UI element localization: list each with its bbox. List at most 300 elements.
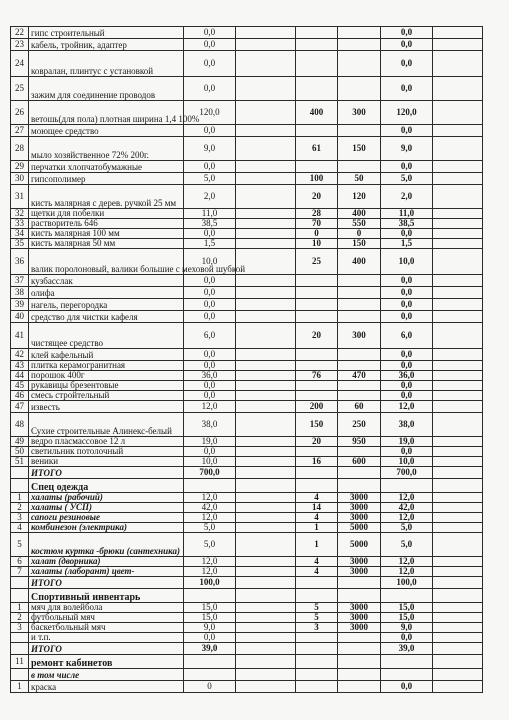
table-row (11, 249, 483, 275)
extra-cell (433, 51, 483, 77)
blank-cell (236, 589, 296, 603)
total-value: 15,0 (381, 613, 433, 623)
extra-cell (433, 361, 483, 371)
item-name: растворитель 646 (29, 219, 184, 229)
table-row (11, 173, 483, 185)
row-number: 35 (11, 239, 29, 249)
price-value (338, 161, 381, 173)
table-row (11, 27, 483, 39)
quantity-value (296, 287, 338, 299)
extra-cell (433, 467, 483, 479)
total-value (381, 669, 433, 681)
price-value (338, 589, 381, 603)
extra-cell (433, 513, 483, 523)
table-row (11, 523, 483, 533)
blank-cell (236, 401, 296, 413)
quantity-value: 16 (296, 457, 338, 467)
blank-cell (236, 681, 296, 693)
blank-cell (236, 229, 296, 239)
item-name: Спец одежда (29, 479, 184, 493)
item-name: рукавицы брезентовые (29, 381, 184, 391)
price-value: 470 (338, 371, 381, 381)
row-number: 1 (11, 681, 29, 693)
extra-cell (433, 577, 483, 589)
blank-cell (236, 447, 296, 457)
price-value (338, 381, 381, 391)
quantity-value (296, 361, 338, 371)
price-value: 3000 (338, 567, 381, 577)
amount-value: 12,0 (184, 567, 236, 577)
blank-cell (236, 173, 296, 185)
quantity-value (296, 655, 338, 669)
total-value (381, 589, 433, 603)
amount-value (184, 479, 236, 493)
table-row (11, 323, 483, 349)
total-value: 0,0 (381, 51, 433, 77)
total-value: 0,0 (381, 27, 433, 39)
table-row (11, 137, 483, 161)
total-value: 6,0 (381, 323, 433, 349)
blank-cell (236, 479, 296, 493)
quantity-value: 400 (296, 101, 338, 125)
extra-cell (433, 623, 483, 633)
price-value: 3000 (338, 557, 381, 567)
table-row (11, 391, 483, 401)
item-name: ИТОГО (29, 467, 184, 479)
price-value (338, 655, 381, 669)
item-name: ИТОГО (29, 643, 184, 655)
blank-cell (236, 623, 296, 633)
blank-cell (236, 413, 296, 437)
extra-cell (433, 567, 483, 577)
blank-cell (236, 567, 296, 577)
extra-cell (433, 249, 483, 275)
quantity-value (296, 589, 338, 603)
extra-cell (433, 209, 483, 219)
total-value: 12,0 (381, 493, 433, 503)
row-number: 42 (11, 349, 29, 361)
total-value: 0,0 (381, 77, 433, 101)
total-value: 0,0 (381, 311, 433, 323)
price-value (338, 361, 381, 371)
amount-value: 0,0 (184, 381, 236, 391)
amount-value: 9,0 (184, 623, 236, 633)
row-number: 11 (11, 655, 29, 669)
row-number: 38 (11, 287, 29, 299)
quantity-value (296, 299, 338, 311)
blank-cell (236, 503, 296, 513)
item-name: и т.п. (29, 633, 184, 643)
price-value: 5000 (338, 533, 381, 557)
item-name: чистящее средство (29, 323, 184, 349)
quantity-value: 61 (296, 137, 338, 161)
row-number: 1 (11, 603, 29, 613)
item-name: кисть малярная 50 мм (29, 239, 184, 249)
table-row (11, 623, 483, 633)
amount-value: 1,5 (184, 239, 236, 249)
total-value: 11,0 (381, 209, 433, 219)
price-value: 3000 (338, 493, 381, 503)
blank-cell (236, 361, 296, 371)
extra-cell (433, 275, 483, 287)
row-number: 3 (11, 623, 29, 633)
item-name: веники (29, 457, 184, 467)
row-number: 2 (11, 613, 29, 623)
quantity-value (296, 633, 338, 643)
table-row (11, 533, 483, 557)
item-name: известь (29, 401, 184, 413)
price-value (338, 275, 381, 287)
extra-cell (433, 287, 483, 299)
blank-cell (236, 311, 296, 323)
quantity-value (296, 381, 338, 391)
extra-cell (433, 557, 483, 567)
price-value: 5000 (338, 523, 381, 533)
item-name: кисть малярная 100 мм (29, 229, 184, 239)
estimate-table (10, 26, 483, 693)
amount-value: 0,0 (184, 39, 236, 51)
quantity-value: 0 (296, 229, 338, 239)
amount-value: 5,0 (184, 523, 236, 533)
total-value (381, 655, 433, 669)
total-value: 38,0 (381, 413, 433, 437)
table-row (11, 401, 483, 413)
item-name: комбинезон (электрика) (29, 523, 184, 533)
item-name: ветошь(для пола) плотная ширина 1,4 100% (29, 101, 184, 125)
extra-cell (433, 161, 483, 173)
total-value: 0,0 (381, 381, 433, 391)
blank-cell (236, 457, 296, 467)
table-row (11, 467, 483, 479)
row-number: 1 (11, 493, 29, 503)
extra-cell (433, 101, 483, 125)
extra-cell (433, 39, 483, 51)
amount-value (184, 655, 236, 669)
total-value: 10,0 (381, 249, 433, 275)
table-row (11, 239, 483, 249)
extra-cell (433, 137, 483, 161)
extra-cell (433, 603, 483, 613)
row-number: 4 (11, 523, 29, 533)
amount-value: 0,0 (184, 27, 236, 39)
price-value (338, 577, 381, 589)
quantity-value (296, 391, 338, 401)
total-value: 10,0 (381, 457, 433, 467)
table-row (11, 275, 483, 287)
row-number (11, 633, 29, 643)
row-number (11, 669, 29, 681)
extra-cell (433, 669, 483, 681)
table-row (11, 655, 483, 669)
row-number: 32 (11, 209, 29, 219)
quantity-value: 14 (296, 503, 338, 513)
item-name: щетки для побелки (29, 209, 184, 219)
blank-cell (236, 209, 296, 219)
quantity-value: 5 (296, 613, 338, 623)
amount-value: 0,0 (184, 161, 236, 173)
total-value: 12,0 (381, 401, 433, 413)
extra-cell (433, 311, 483, 323)
row-number: 36 (11, 249, 29, 275)
extra-cell (433, 503, 483, 513)
amount-value: 0,0 (184, 77, 236, 101)
blank-cell (236, 39, 296, 51)
total-value: 0,0 (381, 275, 433, 287)
total-value: 0,0 (381, 361, 433, 371)
blank-cell (236, 27, 296, 39)
table-row (11, 413, 483, 437)
extra-cell (433, 523, 483, 533)
amount-value: 11,0 (184, 209, 236, 219)
price-value (338, 467, 381, 479)
amount-value (184, 589, 236, 603)
price-value (338, 311, 381, 323)
price-value: 150 (338, 239, 381, 249)
row-number: 43 (11, 361, 29, 371)
blank-cell (236, 467, 296, 479)
row-number: 22 (11, 27, 29, 39)
total-value: 120,0 (381, 101, 433, 125)
blank-cell (236, 381, 296, 391)
total-value: 0,0 (381, 287, 433, 299)
row-number: 48 (11, 413, 29, 437)
blank-cell (236, 655, 296, 669)
price-value: 0 (338, 229, 381, 239)
price-value: 3000 (338, 603, 381, 613)
amount-value: 15,0 (184, 603, 236, 613)
row-number: 27 (11, 125, 29, 137)
table-row (11, 513, 483, 523)
quantity-value (296, 39, 338, 51)
row-number: 40 (11, 311, 29, 323)
quantity-value (296, 27, 338, 39)
amount-value: 12,0 (184, 493, 236, 503)
table-row (11, 589, 483, 603)
item-name: гипс строительный (29, 27, 184, 39)
price-value: 400 (338, 249, 381, 275)
row-number: 24 (11, 51, 29, 77)
blank-cell (236, 633, 296, 643)
item-name: ковралан, плинтус с установкой (29, 51, 184, 77)
item-name: кисть малярная с дерев. ручкой 25 мм (29, 185, 184, 209)
price-value: 600 (338, 457, 381, 467)
table-row (11, 51, 483, 77)
table-row (11, 567, 483, 577)
extra-cell (433, 643, 483, 655)
price-value: 120 (338, 185, 381, 209)
blank-cell (236, 161, 296, 173)
item-name: халаты ( УСП) (29, 503, 184, 513)
extra-cell (433, 323, 483, 349)
table-row (11, 577, 483, 589)
extra-cell (433, 185, 483, 209)
row-number: 45 (11, 381, 29, 391)
blank-cell (236, 643, 296, 655)
amount-value: 120,0 (184, 101, 236, 125)
extra-cell (433, 493, 483, 503)
blank-cell (236, 391, 296, 401)
quantity-value: 20 (296, 323, 338, 349)
quantity-value: 1 (296, 533, 338, 557)
row-number: 47 (11, 401, 29, 413)
total-value: 12,0 (381, 557, 433, 567)
amount-value (184, 669, 236, 681)
extra-cell (433, 77, 483, 101)
price-value: 3000 (338, 503, 381, 513)
extra-cell (433, 655, 483, 669)
extra-cell (433, 437, 483, 447)
amount-value: 0 (184, 681, 236, 693)
blank-cell (236, 603, 296, 613)
row-number: 31 (11, 185, 29, 209)
amount-value: 0,0 (184, 51, 236, 77)
item-name: краска (29, 681, 184, 693)
quantity-value (296, 467, 338, 479)
item-name: костюм куртка -брюки (сантехника) (29, 533, 184, 557)
quantity-value (296, 447, 338, 457)
extra-cell (433, 381, 483, 391)
amount-value: 12,0 (184, 401, 236, 413)
amount-value: 0,0 (184, 275, 236, 287)
blank-cell (236, 557, 296, 567)
item-name: ИТОГО (29, 577, 184, 589)
row-number: 49 (11, 437, 29, 447)
row-number: 5 (11, 533, 29, 557)
blank-cell (236, 323, 296, 349)
item-name: мяч для волейбола (29, 603, 184, 613)
amount-value: 0,0 (184, 633, 236, 643)
item-name: халаты (лаборант) цвет- (29, 567, 184, 577)
price-value (338, 349, 381, 361)
row-number: 6 (11, 557, 29, 567)
quantity-value: 200 (296, 401, 338, 413)
item-name: гипсополимер (29, 173, 184, 185)
item-name: Сухие строительные Алинекс-белый (29, 413, 184, 437)
blank-cell (236, 125, 296, 137)
amount-value: 15,0 (184, 613, 236, 623)
total-value: 700,0 (381, 467, 433, 479)
blank-cell (236, 513, 296, 523)
quantity-value: 1 (296, 523, 338, 533)
price-value: 50 (338, 173, 381, 185)
quantity-value: 76 (296, 371, 338, 381)
quantity-value: 28 (296, 209, 338, 219)
extra-cell (433, 299, 483, 311)
total-value: 0,0 (381, 299, 433, 311)
price-value (338, 479, 381, 493)
table-row (11, 311, 483, 323)
table-row (11, 185, 483, 209)
extra-cell (433, 401, 483, 413)
row-number: 2 (11, 503, 29, 513)
table-row (11, 371, 483, 381)
extra-cell (433, 125, 483, 137)
price-value: 150 (338, 137, 381, 161)
item-name: перчатки хлопчатобумажные (29, 161, 184, 173)
quantity-value: 4 (296, 513, 338, 523)
item-name: ремонт кабинетов (29, 655, 184, 669)
row-number: 50 (11, 447, 29, 457)
item-name: моющее средство (29, 125, 184, 137)
total-value: 0,0 (381, 229, 433, 239)
row-number: 46 (11, 391, 29, 401)
table-row (11, 457, 483, 467)
row-number: 51 (11, 457, 29, 467)
amount-value: 12,0 (184, 557, 236, 567)
quantity-value (296, 681, 338, 693)
blank-cell (236, 275, 296, 287)
extra-cell (433, 457, 483, 467)
total-value: 9,0 (381, 623, 433, 633)
total-value: 0,0 (381, 39, 433, 51)
row-number: 23 (11, 39, 29, 51)
table-row (11, 361, 483, 371)
table-row (11, 493, 483, 503)
row-number: 41 (11, 323, 29, 349)
table-row (11, 209, 483, 219)
item-name: нагель, перегородка (29, 299, 184, 311)
quantity-value: 25 (296, 249, 338, 275)
extra-cell (433, 533, 483, 557)
row-number: 28 (11, 137, 29, 161)
total-value: 0,0 (381, 681, 433, 693)
price-value (338, 681, 381, 693)
table-row (11, 101, 483, 125)
table-row (11, 229, 483, 239)
row-number (11, 479, 29, 493)
amount-value: 38,0 (184, 413, 236, 437)
extra-cell (433, 27, 483, 39)
quantity-value: 20 (296, 185, 338, 209)
item-name: зажим для соединение проводов (29, 77, 184, 101)
table-row (11, 633, 483, 643)
price-value: 3000 (338, 623, 381, 633)
table-row (11, 613, 483, 623)
blank-cell (236, 533, 296, 557)
price-value (338, 287, 381, 299)
amount-value: 100,0 (184, 577, 236, 589)
total-value: 5,0 (381, 173, 433, 185)
table-row (11, 299, 483, 311)
blank-cell (236, 437, 296, 447)
total-value: 9,0 (381, 137, 433, 161)
quantity-value: 5 (296, 603, 338, 613)
blank-cell (236, 669, 296, 681)
row-number: 25 (11, 77, 29, 101)
extra-cell (433, 447, 483, 457)
total-value: 15,0 (381, 603, 433, 613)
total-value: 42,0 (381, 503, 433, 513)
blank-cell (236, 577, 296, 589)
quantity-value (296, 577, 338, 589)
table-row (11, 643, 483, 655)
row-number: 3 (11, 513, 29, 523)
row-number (11, 643, 29, 655)
table-row (11, 479, 483, 493)
price-value (338, 51, 381, 77)
blank-cell (236, 239, 296, 249)
amount-value: 9,0 (184, 137, 236, 161)
table-row (11, 557, 483, 567)
blank-cell (236, 349, 296, 361)
table-row (11, 603, 483, 613)
amount-value: 0,0 (184, 349, 236, 361)
total-value: 0,0 (381, 633, 433, 643)
total-value: 39,0 (381, 643, 433, 655)
table-row (11, 381, 483, 391)
quantity-value (296, 275, 338, 287)
price-value: 3000 (338, 613, 381, 623)
